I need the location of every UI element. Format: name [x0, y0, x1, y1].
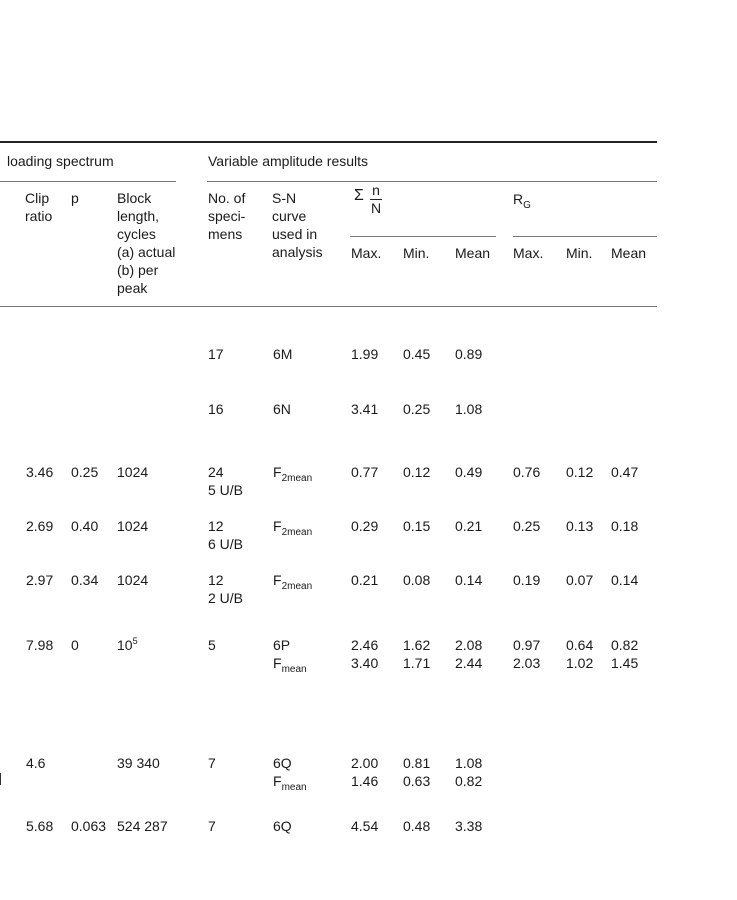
sum-max-cell: 0.21: [351, 572, 379, 588]
p-header: p: [71, 190, 79, 206]
sum-min-cell-2: 1.71: [403, 655, 431, 671]
sum-min-cell: 0.15: [403, 518, 431, 534]
sn-curve-value: 6Q: [273, 818, 292, 834]
sum-max-cell-2: 3.40: [351, 655, 379, 671]
sn-curve-value: 6P: [273, 637, 291, 653]
block-length-value: 1024: [117, 518, 149, 534]
sum-max-cell: 3.41: [351, 401, 379, 417]
block-length-value: 39 340: [117, 755, 160, 771]
sum-max-cell: 2.46: [351, 637, 379, 653]
rg-mean-cell: 0.14: [611, 572, 639, 588]
rg-mean-cell: 0.47: [611, 464, 639, 480]
sum-min-header: Min.: [403, 245, 430, 261]
sum-min-cell: 0.45: [403, 346, 431, 362]
sum-max-cell: 1.99: [351, 346, 379, 362]
sn-curve-cell: [273, 463, 312, 484]
rg-max-cell: 0.19: [513, 572, 541, 588]
sn-curve-cell: [273, 754, 292, 772]
rg-mean-cell-2: 1.45: [611, 655, 639, 671]
clip-ratio-cell: 4.6: [26, 755, 46, 771]
specimens-cell: 12: [208, 518, 224, 534]
rg-max-cell: 0.97: [513, 637, 541, 653]
sn-curve-cell: [273, 817, 292, 835]
specimens-cell: 17: [208, 346, 224, 362]
sn-curve-cell: [273, 345, 292, 363]
block-length-header: Block length, cycles (a) actual (b) per peak: [117, 190, 176, 296]
sum-mean-cell: 3.38: [455, 818, 483, 834]
clip-ratio-cell: 5.68: [26, 818, 54, 834]
sum-mean-cell: 1.08: [455, 401, 483, 417]
sn-curve-value: F: [273, 572, 282, 588]
block-length-value: 1024: [117, 572, 149, 588]
rg-underline: [513, 236, 657, 237]
rg-max-cell: 0.76: [513, 464, 541, 480]
p-cell: 0.25: [71, 464, 99, 480]
specimens-cell: 24: [208, 464, 224, 480]
p-cell: 0.40: [71, 518, 99, 534]
rg-mean-header: Mean: [611, 245, 647, 261]
clip-ratio-cell: 7.98: [26, 637, 54, 653]
sum-mean-header: Mean: [455, 245, 491, 261]
specimens-cell: 7: [208, 755, 216, 771]
loading-spectrum-underline: [0, 181, 176, 182]
specimens-note-cell: 6 U/B: [208, 536, 244, 552]
block-length-cell: [117, 571, 148, 589]
sigma-symbol: Σ: [354, 187, 364, 204]
rg-max-cell: 0.25: [513, 518, 541, 534]
sn-curve-value: 6Q: [273, 755, 292, 771]
top-rule: [0, 141, 657, 143]
sn-curve-header: S-N curve used in analysis: [272, 190, 323, 260]
block-length-cell: [117, 517, 148, 535]
sum-max-cell: 2.00: [351, 755, 379, 771]
rg-min-cell-2: 1.02: [566, 655, 594, 671]
block-length-value: 10: [117, 637, 133, 653]
fraction-denominator: N: [370, 200, 382, 216]
sum-min-cell: 1.62: [403, 637, 431, 653]
block-length-value: 1024: [117, 464, 149, 480]
fraction-numerator: n: [372, 182, 380, 198]
sn-curve-value: F: [273, 464, 282, 480]
sum-max-header: Max.: [351, 245, 382, 261]
rg-mean-cell: 0.82: [611, 637, 639, 653]
block-length-value: 524 287: [117, 818, 168, 834]
sum-mean-cell: 1.08: [455, 755, 483, 771]
rg-min-cell: 0.64: [566, 637, 594, 653]
sn-curve-subscript-2: mean: [281, 664, 307, 675]
variable-amplitude-underline: [207, 181, 657, 182]
sum-mean-cell-2: 2.44: [455, 655, 483, 671]
sn-curve-value-2: F: [273, 773, 282, 789]
specimens-note-cell: 2 U/B: [208, 590, 244, 606]
sn-curve-subscript: 2mean: [281, 527, 313, 538]
sum-max-cell: 0.77: [351, 464, 379, 480]
sum-max-cell: 4.54: [351, 818, 379, 834]
rg-symbol: R: [513, 191, 524, 207]
sum-mean-cell: 0.89: [455, 346, 483, 362]
sum-underline: [350, 236, 496, 237]
variable-amplitude-heading: Variable amplitude results: [208, 153, 369, 169]
sum-min-cell: 0.48: [403, 818, 431, 834]
p-cell: 0.063: [71, 818, 107, 834]
sn-curve-value: 6M: [273, 346, 293, 362]
sn-curve-value: F: [273, 518, 282, 534]
rg-header: [513, 190, 531, 211]
p-cell: 0.34: [71, 572, 99, 588]
sn-curve-subscript: 2mean: [281, 581, 313, 592]
sn-curve-cell: [273, 400, 291, 418]
no-specimens-header: No. of speci- mens: [208, 190, 246, 242]
sum-mean-cell: 0.14: [455, 572, 483, 588]
sum-min-cell-2: 0.63: [403, 773, 431, 789]
sum-min-cell: 0.12: [403, 464, 431, 480]
sn-curve-value-2: F: [273, 655, 282, 671]
rg-min-header: Min.: [566, 245, 593, 261]
rg-min-cell: 0.12: [566, 464, 594, 480]
loading-spectrum-heading: loading spectrum: [7, 153, 114, 169]
block-length-cell: [117, 636, 138, 656]
rg-mean-cell: 0.18: [611, 518, 639, 534]
block-length-cell: [117, 463, 148, 481]
clip-ratio-cell: 3.46: [26, 464, 54, 480]
p-cell: 0: [71, 637, 79, 653]
rg-max-cell-2: 2.03: [513, 655, 541, 671]
sum-min-cell: 0.08: [403, 572, 431, 588]
rg-min-cell: 0.13: [566, 518, 594, 534]
sn-curve-subscript: 2mean: [281, 473, 313, 484]
sum-max-cell: 0.29: [351, 518, 379, 534]
left-edge-mark: [0, 773, 1, 785]
rg-subscript: G: [523, 200, 531, 211]
sn-curve-cell: [273, 571, 312, 592]
sum-mean-cell-2: 0.82: [455, 773, 483, 789]
specimens-cell: 7: [208, 818, 216, 834]
specimens-note-cell: 5 U/B: [208, 482, 244, 498]
clip-ratio-cell: 2.69: [26, 518, 54, 534]
sum-max-cell-2: 1.46: [351, 773, 379, 789]
specimens-cell: 12: [208, 572, 224, 588]
sn-curve-subscript-2: mean: [281, 782, 307, 793]
sn-curve-cell: [273, 636, 290, 654]
sn-curve-cell-2: [273, 654, 307, 675]
block-length-exponent: 5: [132, 636, 138, 646]
sum-mean-cell: 2.08: [455, 637, 483, 653]
clip-ratio-cell: 2.97: [26, 572, 54, 588]
sum-mean-cell: 0.21: [455, 518, 483, 534]
sn-curve-value: 6N: [273, 401, 291, 417]
block-length-cell: [117, 754, 160, 772]
sn-curve-cell: [273, 517, 312, 538]
block-length-cell: [117, 817, 168, 835]
sum-min-cell: 0.81: [403, 755, 431, 771]
specimens-cell: 5: [208, 637, 216, 653]
sn-curve-cell-2: [273, 772, 307, 793]
header-bottom-rule: [0, 306, 657, 307]
rg-max-header: Max.: [513, 245, 544, 261]
sum-min-cell: 0.25: [403, 401, 431, 417]
sum-mean-cell: 0.49: [455, 464, 483, 480]
clip-ratio-header: Clip ratio: [25, 190, 53, 224]
specimens-cell: 16: [208, 401, 224, 417]
rg-min-cell: 0.07: [566, 572, 594, 588]
